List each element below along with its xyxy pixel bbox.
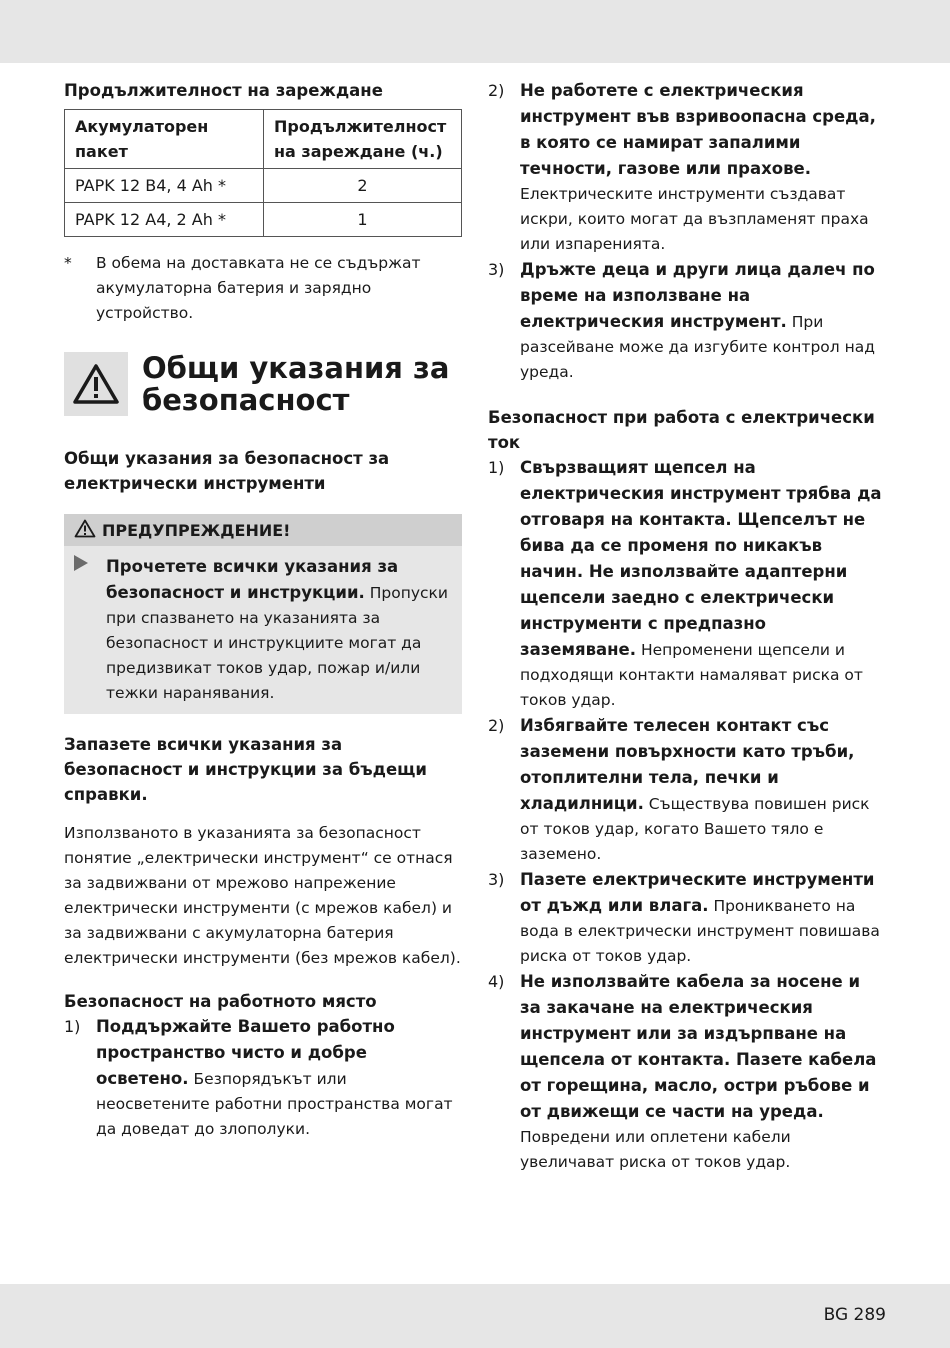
- table-row: [65, 169, 462, 203]
- workplace-list-continued: [488, 78, 886, 385]
- bottom-gray-bar: [0, 1284, 950, 1348]
- list-item: [488, 455, 886, 713]
- subsection-heading: Общи указания за безопасност за електрически инструменти: [64, 449, 390, 493]
- table-header-cell: Акумулаторен пакет: [65, 110, 264, 169]
- item-number: 2): [488, 716, 505, 735]
- footnote: [64, 251, 462, 326]
- table-header-row: [65, 110, 462, 169]
- electric-safety-list: [488, 455, 886, 1175]
- workplace-list: [64, 1014, 462, 1142]
- item-number: 3): [488, 870, 505, 889]
- table-header-cell: Продължителност на зареждане (ч.): [264, 110, 462, 169]
- item-bold-text: Не използвайте кабела за носене и за закачане на електрическия инструмент или за издърпване на щепсела от контакта. Пазете кабела от горещина, масло, остри ръбове и от движещи се части на уреда.: [520, 972, 877, 1121]
- warning-item: [64, 546, 462, 714]
- item-number: 3): [488, 260, 505, 279]
- left-column: [64, 78, 462, 1142]
- warning-label: ПРЕДУПРЕЖДЕНИЕ!: [102, 520, 291, 540]
- footnote-marker: *: [64, 254, 72, 272]
- page-title: Общи указания за безопасност: [142, 351, 450, 417]
- item-body-text: Непроменени щепсели и подходящи контакти намаляват риска от токов удар.: [520, 641, 863, 709]
- warning-bold-text: Прочетете всички указания за безопасност и инструкции.: [106, 557, 399, 602]
- item-number: 1): [488, 458, 505, 477]
- table-cell: PAPK 12 A4, 2 Ah *: [65, 203, 264, 237]
- charge-duration-table: [64, 109, 462, 237]
- item-bold-text: Пазете електрическите инструменти от дъжд или влага.: [520, 870, 875, 915]
- item-text: [520, 78, 886, 257]
- item-text: [96, 1014, 462, 1142]
- list-item: [488, 78, 886, 257]
- item-body-text: Съществува повишен риск от токов удар, когато Вашето тяло е заземено.: [520, 795, 870, 863]
- item-body-text: Повредени или оплетени кабели увеличават риска от токов удар.: [520, 1128, 791, 1171]
- item-number: 4): [488, 972, 505, 991]
- warning-triangle-small-icon: [74, 519, 96, 542]
- warning-panel: [64, 514, 462, 714]
- item-body-text: Електрическите инструменти създават искри, които могат да възпламенят праха или изпаренията.: [520, 185, 869, 253]
- list-item: [64, 1014, 462, 1142]
- item-bold-text: Свързващият щепсел на електрическия инструмент трябва да отговаря на контакта. Щепселът не бива да се променя по никакъв начин. Не използвайте адаптерни щепсели заедно с електрически инструменти с предпазно заземяване.: [520, 458, 882, 659]
- list-item: [488, 257, 886, 385]
- intro-paragraph: Използваното в указанията за безопасност понятие „електрически инструмент“ се отнася за задвижвани от мрежово напрежение електрически инструменти (с мрежов кабел) и за задвижвани с акумулаторна батерия електрически инструменти (без мрежов кабел).: [64, 824, 461, 967]
- top-gray-bar: [0, 0, 950, 63]
- item-text: [520, 257, 886, 385]
- warning-body-text: Пропуски при спазването на указанията за безопасност и инструкциите могат да предизвикат токов удар, пожар и/или тежки наранявания.: [106, 584, 448, 702]
- table-cell: 1: [264, 203, 462, 237]
- table-cell: PAPK 12 B4, 4 Ah *: [65, 169, 264, 203]
- item-bold-text: Дръжте деца и други лица далеч по време на използване на електрическия инструмент.: [520, 260, 875, 331]
- warning-triangle-icon: [64, 352, 128, 416]
- list-item: [488, 867, 886, 969]
- warning-text-block: [106, 554, 454, 706]
- section-title-block: [64, 352, 462, 416]
- item-text: [520, 455, 886, 713]
- item-text: [520, 713, 886, 867]
- item-body-text: Безпорядъкът или неосветените работни пространства могат да доведат до злополуки.: [96, 1070, 453, 1138]
- keep-instructions-heading: Запазете всички указания за безопасност и инструкции за бъдещи справки.: [64, 735, 427, 804]
- warning-header: [64, 514, 462, 546]
- triangle-bullet-icon: [74, 554, 106, 706]
- electric-safety-heading: Безопасност при работа с електрически ток: [488, 408, 875, 452]
- item-bold-text: Не работете с електрическия инструмент във взривоопасна среда, в която се намират запалими течности, газове или прахове.: [520, 81, 876, 178]
- item-body-text: При разсейване може да изгубите контрол над уреда.: [520, 313, 875, 381]
- item-bold-text: Поддържайте Вашето работно пространство чисто и добре осветено.: [96, 1017, 395, 1088]
- item-number: 2): [488, 81, 505, 100]
- table-cell: 2: [264, 169, 462, 203]
- charge-duration-heading: Продължителност на зареждане: [64, 81, 383, 100]
- workplace-heading: Безопасност на работното място: [64, 992, 377, 1011]
- item-body-text: Проникването на вода в електрически инструмент повишава риска от токов удар.: [520, 897, 880, 965]
- list-item: [488, 969, 886, 1175]
- right-column: [488, 78, 886, 1175]
- item-text: [520, 867, 886, 969]
- item-text: [520, 969, 886, 1175]
- table-row: [65, 203, 462, 237]
- footnote-text: В обема на доставката не се съдържат акумулаторна батерия и зарядно устройство.: [96, 254, 421, 322]
- list-item: [488, 713, 886, 867]
- item-number: 1): [64, 1017, 81, 1036]
- item-bold-text: Избягвайте телесен контакт със заземени повърхности като тръби, отоплителни тела, печки и хладилници.: [520, 716, 855, 813]
- page-number: BG 289: [823, 1305, 886, 1325]
